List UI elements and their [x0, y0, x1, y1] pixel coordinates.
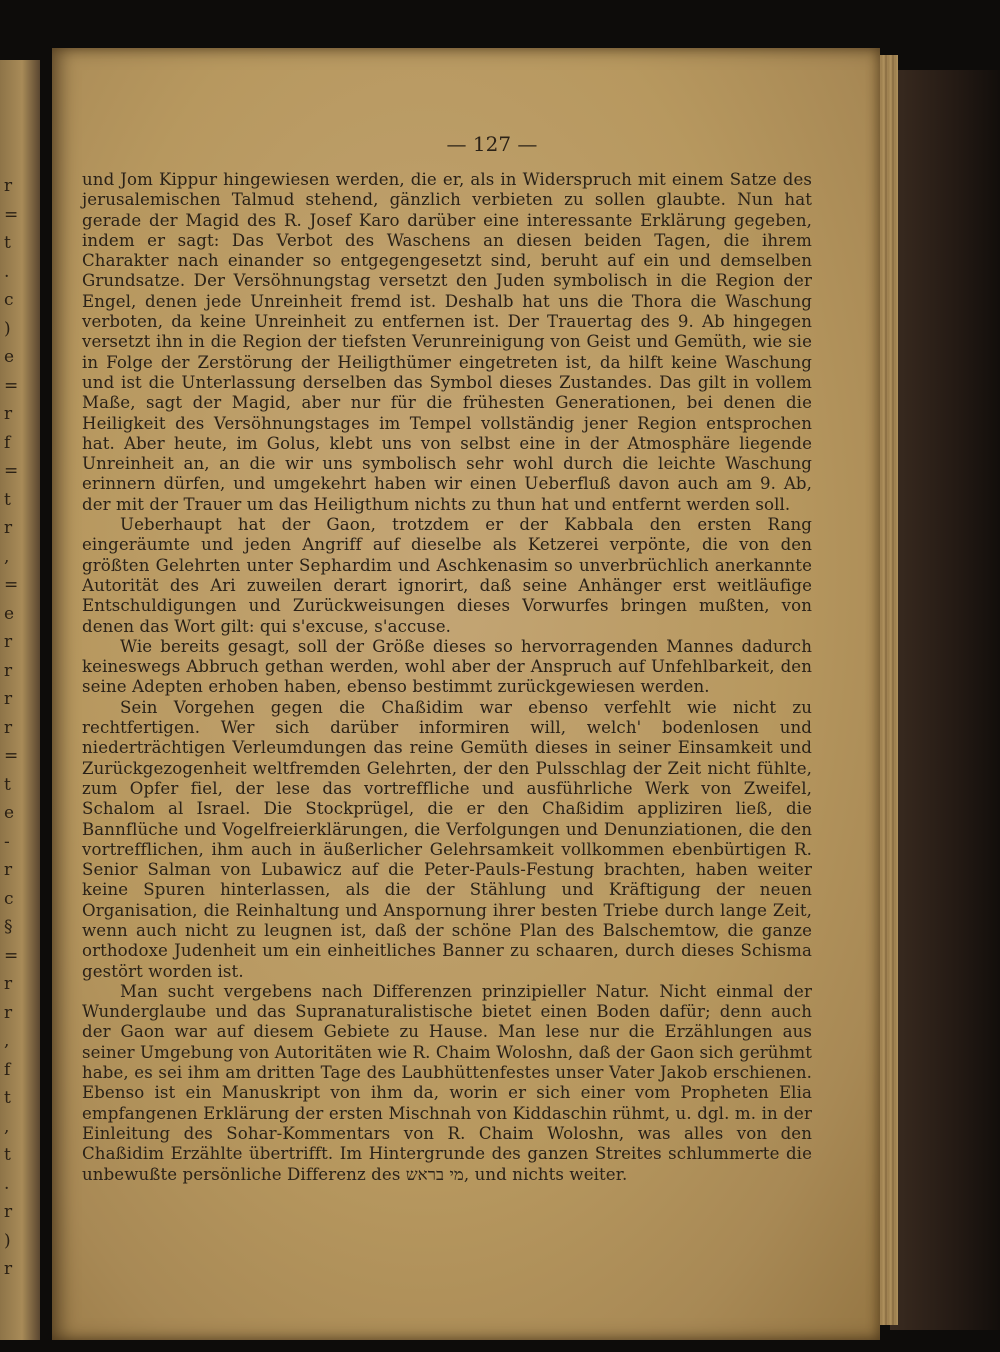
left-page-fragment: r	[4, 632, 13, 652]
left-page-fragment: .	[4, 261, 10, 282]
left-page-edge	[0, 60, 40, 1340]
left-page-fragment: )	[4, 318, 11, 339]
left-page-fragment: r	[4, 176, 13, 196]
left-page-fragment: t	[4, 1145, 11, 1165]
left-page-fragment: c	[4, 888, 14, 909]
left-page-fragment: =	[4, 461, 19, 481]
paragraph-1: und Jom Kippur hingewiesen werden, die er, als in Widerspruch mit einem Satze des jerusalemischen Talmud stehend, gänzlich verbieten zu sollen glaubte. Nun hat gerade der Magid des R. Josef Karo darüber eine interessante Erklärung gegeben, indem er sagt: Das Verbot des Waschens an diesen beiden Tagen, die ihrem Charakter nach einander so entgegengesetzt sind, beruht auf ein und demselben Grundsatze. Der Versöhnungstag versetzt den Juden symbolisch in die Region der Engel, denen jede Unreinheit fremd ist. Deshalb hat uns die Thora die Waschung verboten, da keine Unreinheit zu entfernen ist. Der Trauertag des 9. Ab hingegen versetzt ihn in die Region der tiefsten Verunreinigung von Geist und Gemüth, wie sie in Folge der Zerstörung der Heiligthümer eingetreten ist, da hilft keine Waschung und ist die Unterlassung derselben das Symbol dieses Zustandes. Das gilt in vollem Maße, sagt der Magid, aber nur für die frühesten Generationen, bei denen die Heiligkeit des Versöhnungstages im Tempel vollständig jener Region entsprochen hat. Aber heute, im Golus, klebt uns von selbst eine in der Atmosphäre liegende Unreinheit an, an die wir uns symbolisch sehr wohl durch die leichte Waschung erinnern dürfen, und umgekehrt haben wir einen Ueberfluß davon auch am 9. Ab, der mit der Trauer um das Heiligthum nichts zu thun hat und entfernt werden soll.	[82, 170, 812, 514]
book-cover	[890, 70, 1000, 1330]
left-page-fragment: e	[4, 603, 15, 624]
left-page-fragment: §	[4, 917, 13, 937]
left-page-fragment: r	[4, 660, 13, 681]
left-page-fragment: f	[4, 432, 11, 453]
page-number: — 127 —	[446, 132, 538, 156]
left-page-fragment: e	[4, 347, 15, 367]
left-page-fragment: r	[4, 1259, 13, 1279]
left-page-fragment: t	[4, 774, 11, 795]
book-page	[52, 48, 880, 1340]
left-page-fragment: r	[4, 1202, 13, 1222]
left-page-fragment: ,	[4, 1116, 10, 1137]
left-page-fragment: e	[4, 803, 15, 823]
left-page-fragment: =	[4, 204, 19, 225]
left-page-fragment: f	[4, 1059, 11, 1080]
left-page-fragment: =	[4, 746, 19, 766]
left-page-fragment: c	[4, 290, 14, 310]
left-page-fragment: r	[4, 518, 13, 538]
left-page-fragment: -	[4, 831, 10, 852]
paragraph-2: Ueberhaupt hat der Gaon, trotzdem er der Kabbala den ersten Rang eingeräumte und jeden Angriff auf dieselbe als Ketzerei verpönte, die von den größten Gelehrten unter Sephardim und Aschkenasim so unverbrüchlich anerkannte Autorität des Ari zuweilen derart ignorirt, daß seine Anhänger erst weitläufige Entschuldigungen und Zurückweisungen dieses Vorwurfes bringen mußten, von denen das Wort gilt: qui s'excuse, s'accuse.	[82, 515, 812, 636]
left-page-fragment: ,	[4, 546, 10, 567]
paragraph-3: Wie bereits gesagt, soll der Größe dieses so hervorragenden Mannes dadurch keineswegs Abbruch gethan werden, wohl aber der Anspruch auf Unfehlbarkeit, den seine Adepten erhoben haben, ebenso bestimmt zurückgewiesen werden.	[82, 636, 812, 697]
left-page-fragment: .	[4, 1173, 10, 1194]
paragraph-5: Man sucht vergebens nach Differenzen prinzipieller Natur. Nicht einmal der Wunderglaube und das Supranaturalistische bietet einen Boden dafür; denn auch der Gaon war auf diesem Gebiete zu Hause. Man lese nur die Erzählungen aus seiner Umgebung von Autoritäten wie R. Chaim Woloshn, daß der Gaon sich gerühmt habe, es sei ihm am dritten Tage des Laubhüttenfestes unser Vater Jakob erschienen. Ebenso ist ein Manuskript von ihm da, worin er sich einer vom Propheten Elia empfangenen Erklärung der ersten Mischnah von Kiddaschin rühmt, u. dgl. m. in der Einleitung des Sohar-Kommentars von R. Chaim Woloshn, was alles von den Chaßidim Erzählte übertrifft. Im Hintergrunde des ganzen Streites schlummerte die unbewußte persönliche Differenz des מי בראש, und nichts weiter.	[82, 981, 812, 1184]
left-page-fragment: =	[4, 945, 19, 966]
left-page-fragment: =	[4, 575, 19, 595]
left-page-fragment: r	[4, 974, 13, 994]
left-page-fragment: t	[4, 1088, 11, 1108]
left-page-fragment: r	[4, 689, 13, 709]
left-page-fragment: =	[4, 375, 19, 396]
left-page-fragment: t	[4, 233, 11, 253]
left-page-fragment: r	[4, 1002, 13, 1023]
left-page-fragment: r	[4, 404, 13, 424]
left-page-fragment: r	[4, 860, 13, 880]
left-page-fragment: t	[4, 489, 11, 510]
paragraph-4: Sein Vorgehen gegen die Chaßidim war ebenso verfehlt wie nicht zu rechtfertigen. Wer sich darüber informiren will, welch' bodenlosen und niederträchtigen Verleumdungen das reine Gemüth dieses in seiner Einsamkeit und Zurückgezogenheit weltfremden Gelehrten, der den Pulsschlag der Zeit nicht fühlte, zum Opfer fiel, der lese das vortreffliche und ausführliche Werk von Zweifel, Schalom al Israel. Die Stockprügel, die er den Chaßidim appliziren ließ, die Bannflüche und Vogelfreierklärungen, die Verfolgungen und Denunziationen, die den vortrefflichen, ihm auch in äußerlicher Gelehrsamkeit vollkommen ebenbürtigen R. Senior Salman von Lubawicz auf die Peter-Pauls-Festung brachten, haben weiter keine Spuren hinterlassen, als die der Stählung und Kräftigung der neuen Organisation, die Reinhaltung und Anspornung ihrer besten Triebe durch lange Zeit, wenn auch nicht zu leugnen ist, daß der schöne Plan des Balschemtow, die ganze orthodoxe Judenheit um ein einheitliches Banner zu schaaren, durch dieses Schisma gestört worden ist.	[82, 697, 812, 981]
left-page-fragment: r	[4, 717, 13, 738]
page-body	[82, 170, 812, 1185]
left-page-fragment: )	[4, 1230, 11, 1251]
left-page-fragment: ,	[4, 1031, 10, 1051]
